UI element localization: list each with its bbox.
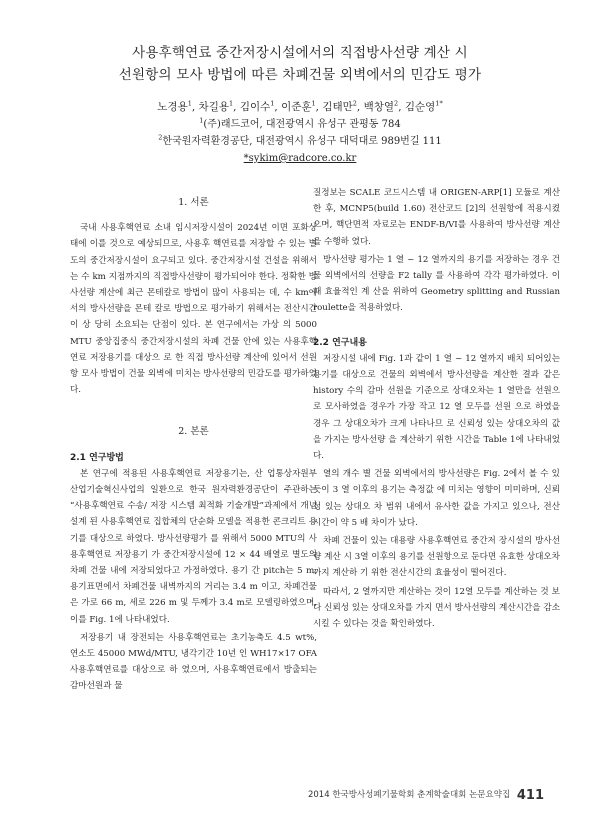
author-name: 차길용 [198,101,229,113]
page-footer [0,788,544,803]
page-number: 411 [516,788,544,803]
method-paragraph-continued: 질정보는 SCALE 코드시스템 내 ORIGEN-ARP[1] 모듈로 계산한 후, MCNP5(build 1.60) 전산코드 [2]의 선원항에 적용시켰으며, 핵단면적 자료로는 ENDF-B/VI를 사용하여 방사선량 계산을 수행하 였다. [313,188,560,247]
affiliation-mark: 1 [199,116,204,125]
content-paragraph-3: 차폐 건물이 있는 대용량 사용후핵연료 중간저 장시설의 방사선량 계산 시 3열 이후의 용기를 선원항으로 둔다면 유효한 상대오차까지 계산하 기 위한 전산시간의 효율성이 떨어진다. [313,536,560,579]
section-spacer [313,319,560,333]
subsection-heading-2-1: 2.1 연구방법 [70,452,124,463]
section-spacer [70,400,317,414]
author-name: 김이수 [239,101,271,113]
author-affil-mark: 1 [311,99,316,108]
intro-paragraph: 국내 사용후핵연료 소내 임시저장시설이 2024년 이면 포화상태에 이를 것으로 예상되므로, 사용후 핵연료를 저장할 수 있는 별도의 중간저장시설이 요구되고 있다. 중간저장시설 건설을 위해서는 수 km 지점까지의 직접방사선량이 평가되어야 한다. 정확한 방사선량 계산에 최근 몬테칼로 방법이 많이 사용되는 데, 수 km에서의 방사선량을 몬테 칼로 방법으로 평가하기 위해서는 전산시간이 상 당히 소요되는 단점이 있다. 본 연구에서는 가상 의 5000 MTU 중앙집중식 중간저장시설의 차폐 건물 안에 있는 사용후핵연료 저장용기를 대상으 로 한 직접 방사선량 계산에 있어서 선원항 모사 방법이 건물 외벽에 미치는 방사선량의 민감도를 평가하였다. [70,223,317,396]
method-paragraph-2: 저장용기 내 장전되는 사용후핵연료는 초기농축도 4.5 wt%, 연소도 45000 MWd/MTU, 냉각기간 10년 인 WH17×17 OFA 사용후핵연료를 대상으로 하 였으며, 사용후핵연료에서 방출되는 감마선원과 물 [70,632,317,692]
affiliation-mark: 2 [158,133,163,142]
author-affil-mark: 1 [228,99,234,108]
left-column [70,185,317,697]
section-heading-main: 2. 본론 [178,426,209,438]
author-name: 백창열 [363,101,395,113]
author-affil-mark: 2 [352,99,357,108]
author-name: 김태만 [322,101,353,113]
contact-email[interactable]: *sykim@radcore.co.kr [243,153,357,164]
method-paragraph-3: 방사선량 평가는 1 열 ~ 12 열까지의 용기를 저장하는 경우 건물 외벽에서의 선량을 F2 tally 를 사용하여 각각 평가하였다. 이때 효율적인 계 산을 위하여 Geometry splitting and Russian roulette을 적용하였다. [313,254,560,314]
affiliation-2 [0,133,600,150]
paper-header [0,42,600,167]
author-affil-mark: 1* [435,99,443,108]
author-name: 노경용 [157,101,188,113]
title-line-2: 선원항의 모사 방법에 따른 차폐건물 외벽에서의 민감도 평가 [118,67,482,83]
section-heading-intro: 1. 서론 [178,197,209,208]
footer-proceedings-title: 2014 한국방사성폐기물학회 춘계학술대회 논문요약집 [307,790,511,800]
affiliation-text: (주)래드코어, 대전광역시 유성구 관평동 784 [203,119,401,130]
paper-title [0,42,600,86]
content-paragraph-2: 열의 개수 별 건물 외벽에서의 방사선량은 Fig. 2에서 볼 수 있듯이 3 열 이후의 용기는 측정값 에 미치는 영향이 미미하며, 신뢰성 있는 상대오 차 범위 내에서 유사한 값을 가지고 있으나, 전산 시간이 약 5 배 차이가 났다. [313,469,560,528]
author-affil-mark: 1 [187,99,192,108]
affiliation-text: 한국원자력환경공단, 대전광역시 유성구 대덕대로 989번길 111 [162,136,442,147]
content-paragraph-1: 저장시설 내에 Fig. 1과 같이 1 열 ~ 12 열까지 배치 되어있는 용기를 대상으로 건물의 외벽에서 방사선량을 계산한 결과 같은 history 수의 감마 선원을 기준으로 상대오차는 1 열만을 선원으로 모사하였을 경우가 가장 작고 12 열 모두를 선원 으로 하였을 경우 그 상대오차가 크게 나타나므 로 신뢰성 있는 상대오차의 값을 가지는 방사선량 을 계산하기 위한 시간을 Table 1에 나타내었다. [313,353,560,462]
author-affil-mark: 2 [394,99,399,108]
author-name: 김순영 [404,101,436,113]
right-column [313,185,560,634]
title-line-1: 사용후핵연료 중간저장시설에서의 직접방사선량 계산 시 [132,45,468,61]
content-paragraph-4: 따라서, 2 열까지만 계산하는 것이 12열 모두를 계산하는 것 보다 신뢰성 있는 상대오차를 가지 면서 방사선량의 계산시간을 감소시킬 수 있다는 것을 확인하였다. [313,586,560,630]
subsection-heading-2-2: 2.2 연구내용 [313,337,367,348]
method-paragraph-1: 본 연구에 적용된 사용후핵연료 저장용기는, 산 업통상자원부 산업기술혁신사업의 일환으로 한국 원자력환경공단이 주관하는 “사용후핵연료 수송/ 저장 시스템 최적화 기술개발”과제에서 개념 설계 된 사용후핵연료 집합체의 단순화 모델을 적용한 콘크리트 용기를 대상으로 하였다. 방사선량평가 를 위해서 5000 MTU의 사용후핵연료 저장용기 가 중간저장시설에 12 × 44 배열로 별도의 차폐 건물 내에 저장되었다고 가정하였다. 용기 간 pitch는 5 m, 용기표면에서 차폐건물 내벽까지의 거리는 3.4 m 이고, 차폐건물은 가로 66 m, 세로 226 m 및 두께가 3.4 m로 모델링하였으며, 이를 Fig. 1에 나타내었다. [70,468,317,625]
author-list: 노경용$^1$, 차길용$^1$, 김이수$^1$, 이준훈$^1$, 김태만$^2$, 백창열$^2$, 김순영$^{1*}$ [157,99,443,113]
author-affil-mark: 1 [270,99,275,108]
author-name: 이준훈 [281,101,312,113]
affiliation-1 [0,116,600,133]
